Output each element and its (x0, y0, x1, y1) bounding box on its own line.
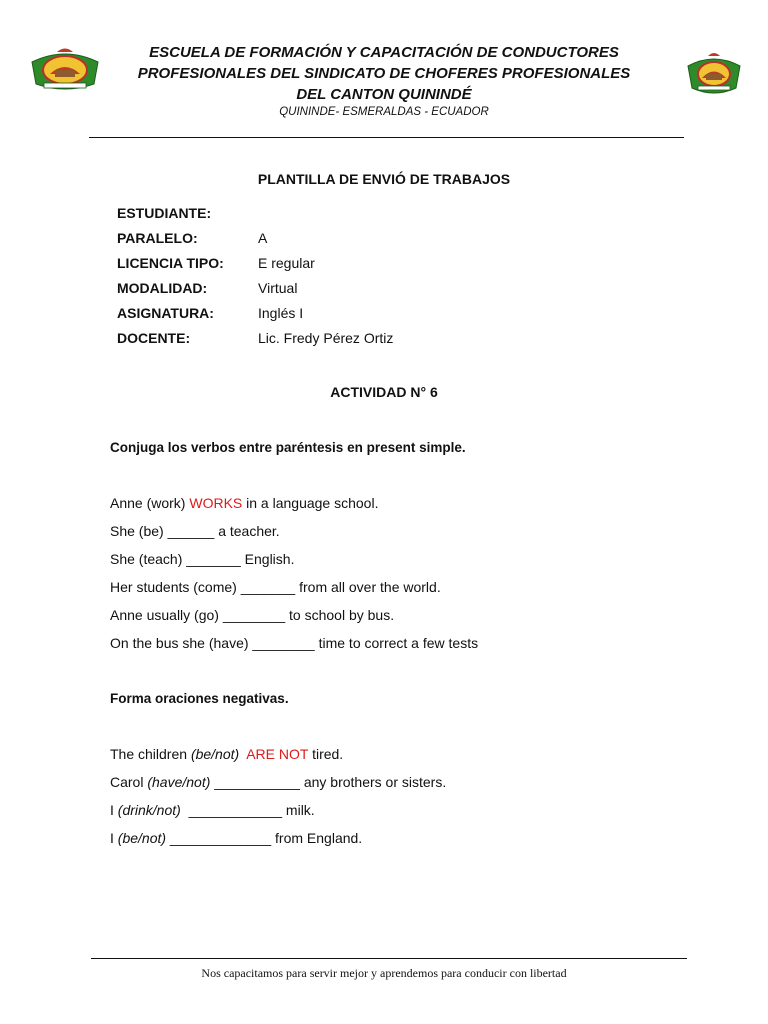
school-location: QUININDE- ESMERALDAS - ECUADOR (279, 106, 489, 118)
exercise-text: in a language school. (242, 495, 379, 511)
info-value-modalidad: Virtual (258, 280, 298, 296)
info-label-modalidad: MODALIDAD: (117, 280, 208, 296)
footer-motto: Nos capacitamos para servir mejor y aprendemos para conducir con libertad (201, 966, 567, 980)
info-value-docente: Lic. Fredy Pérez Ortiz (258, 330, 394, 346)
exercise-subject: I (110, 802, 118, 818)
school-name-line-2: PROFESIONALES DEL SINDICATO DE CHOFERES PROFESIONALES (137, 65, 631, 82)
exercise-answer: ARE NOT (246, 746, 309, 762)
info-value-asignatura: Inglés I (258, 305, 304, 321)
activity-title: ACTIVIDAD N° 6 (330, 384, 438, 400)
section2-instruction: Forma oraciones negativas. (110, 691, 289, 706)
info-label-estudiante: ESTUDIANTE: (117, 205, 212, 221)
exercise-answer: WORKS (189, 495, 243, 511)
exercise-verb: (be/not) (190, 746, 240, 762)
school-name-line-1: ESCUELA DE FORMACIÓN Y CAPACITACIÓN DE CONDUCTORES (149, 44, 619, 61)
info-label-docente: DOCENTE: (117, 330, 191, 346)
exercise-1-6: On the bus she (have) ________ time to correct a few tests (110, 635, 479, 651)
exercise-2-1 (110, 746, 343, 762)
exercise-verb: (be/not) (117, 830, 167, 846)
header-divider (89, 137, 684, 138)
section1-instruction: Conjuga los verbos entre paréntesis en present simple. (110, 440, 466, 455)
exercise-1-1 (110, 495, 378, 511)
exercise-rest: tired. (308, 746, 344, 762)
exercise-1-4: Her students (come) _______ from all over the world. (110, 579, 441, 595)
exercise-subject: I (110, 830, 118, 846)
exercise-subject: Carol (110, 774, 148, 790)
exercise-text: Anne (work) (110, 495, 190, 511)
exercise-1-5: Anne usually (go) ________ to school by bus. (110, 607, 395, 623)
exercise-verb: (drink/not) (117, 802, 181, 818)
exercise-2-3 (110, 802, 315, 818)
exercise-1-3: She (teach) _______ English. (110, 551, 295, 567)
exercise-gap: _____________ from England. (166, 830, 363, 846)
exercise-2-4 (110, 830, 362, 846)
exercise-verb: (have/not) (147, 774, 211, 790)
school-name-line-3: DEL CANTON QUININDÉ (296, 86, 472, 103)
exercise-1-2: She (be) ______ a teacher. (110, 523, 280, 539)
exercise-gap: ____________ milk. (180, 802, 315, 818)
template-title: PLANTILLA DE ENVIÓ DE TRABAJOS (257, 171, 511, 187)
exercise-gap: ___________ any brothers or sisters. (210, 774, 447, 790)
footer-divider (91, 958, 687, 959)
info-value-licencia: E regular (258, 255, 315, 271)
exercise-2-2 (110, 774, 446, 790)
info-label-paralelo: PARALELO: (117, 230, 198, 246)
info-label-asignatura: ASIGNATURA: (117, 305, 214, 321)
info-label-licencia: LICENCIA TIPO: (117, 255, 224, 271)
info-value-paralelo: A (258, 230, 268, 246)
exercise-subject: The children (110, 746, 191, 762)
